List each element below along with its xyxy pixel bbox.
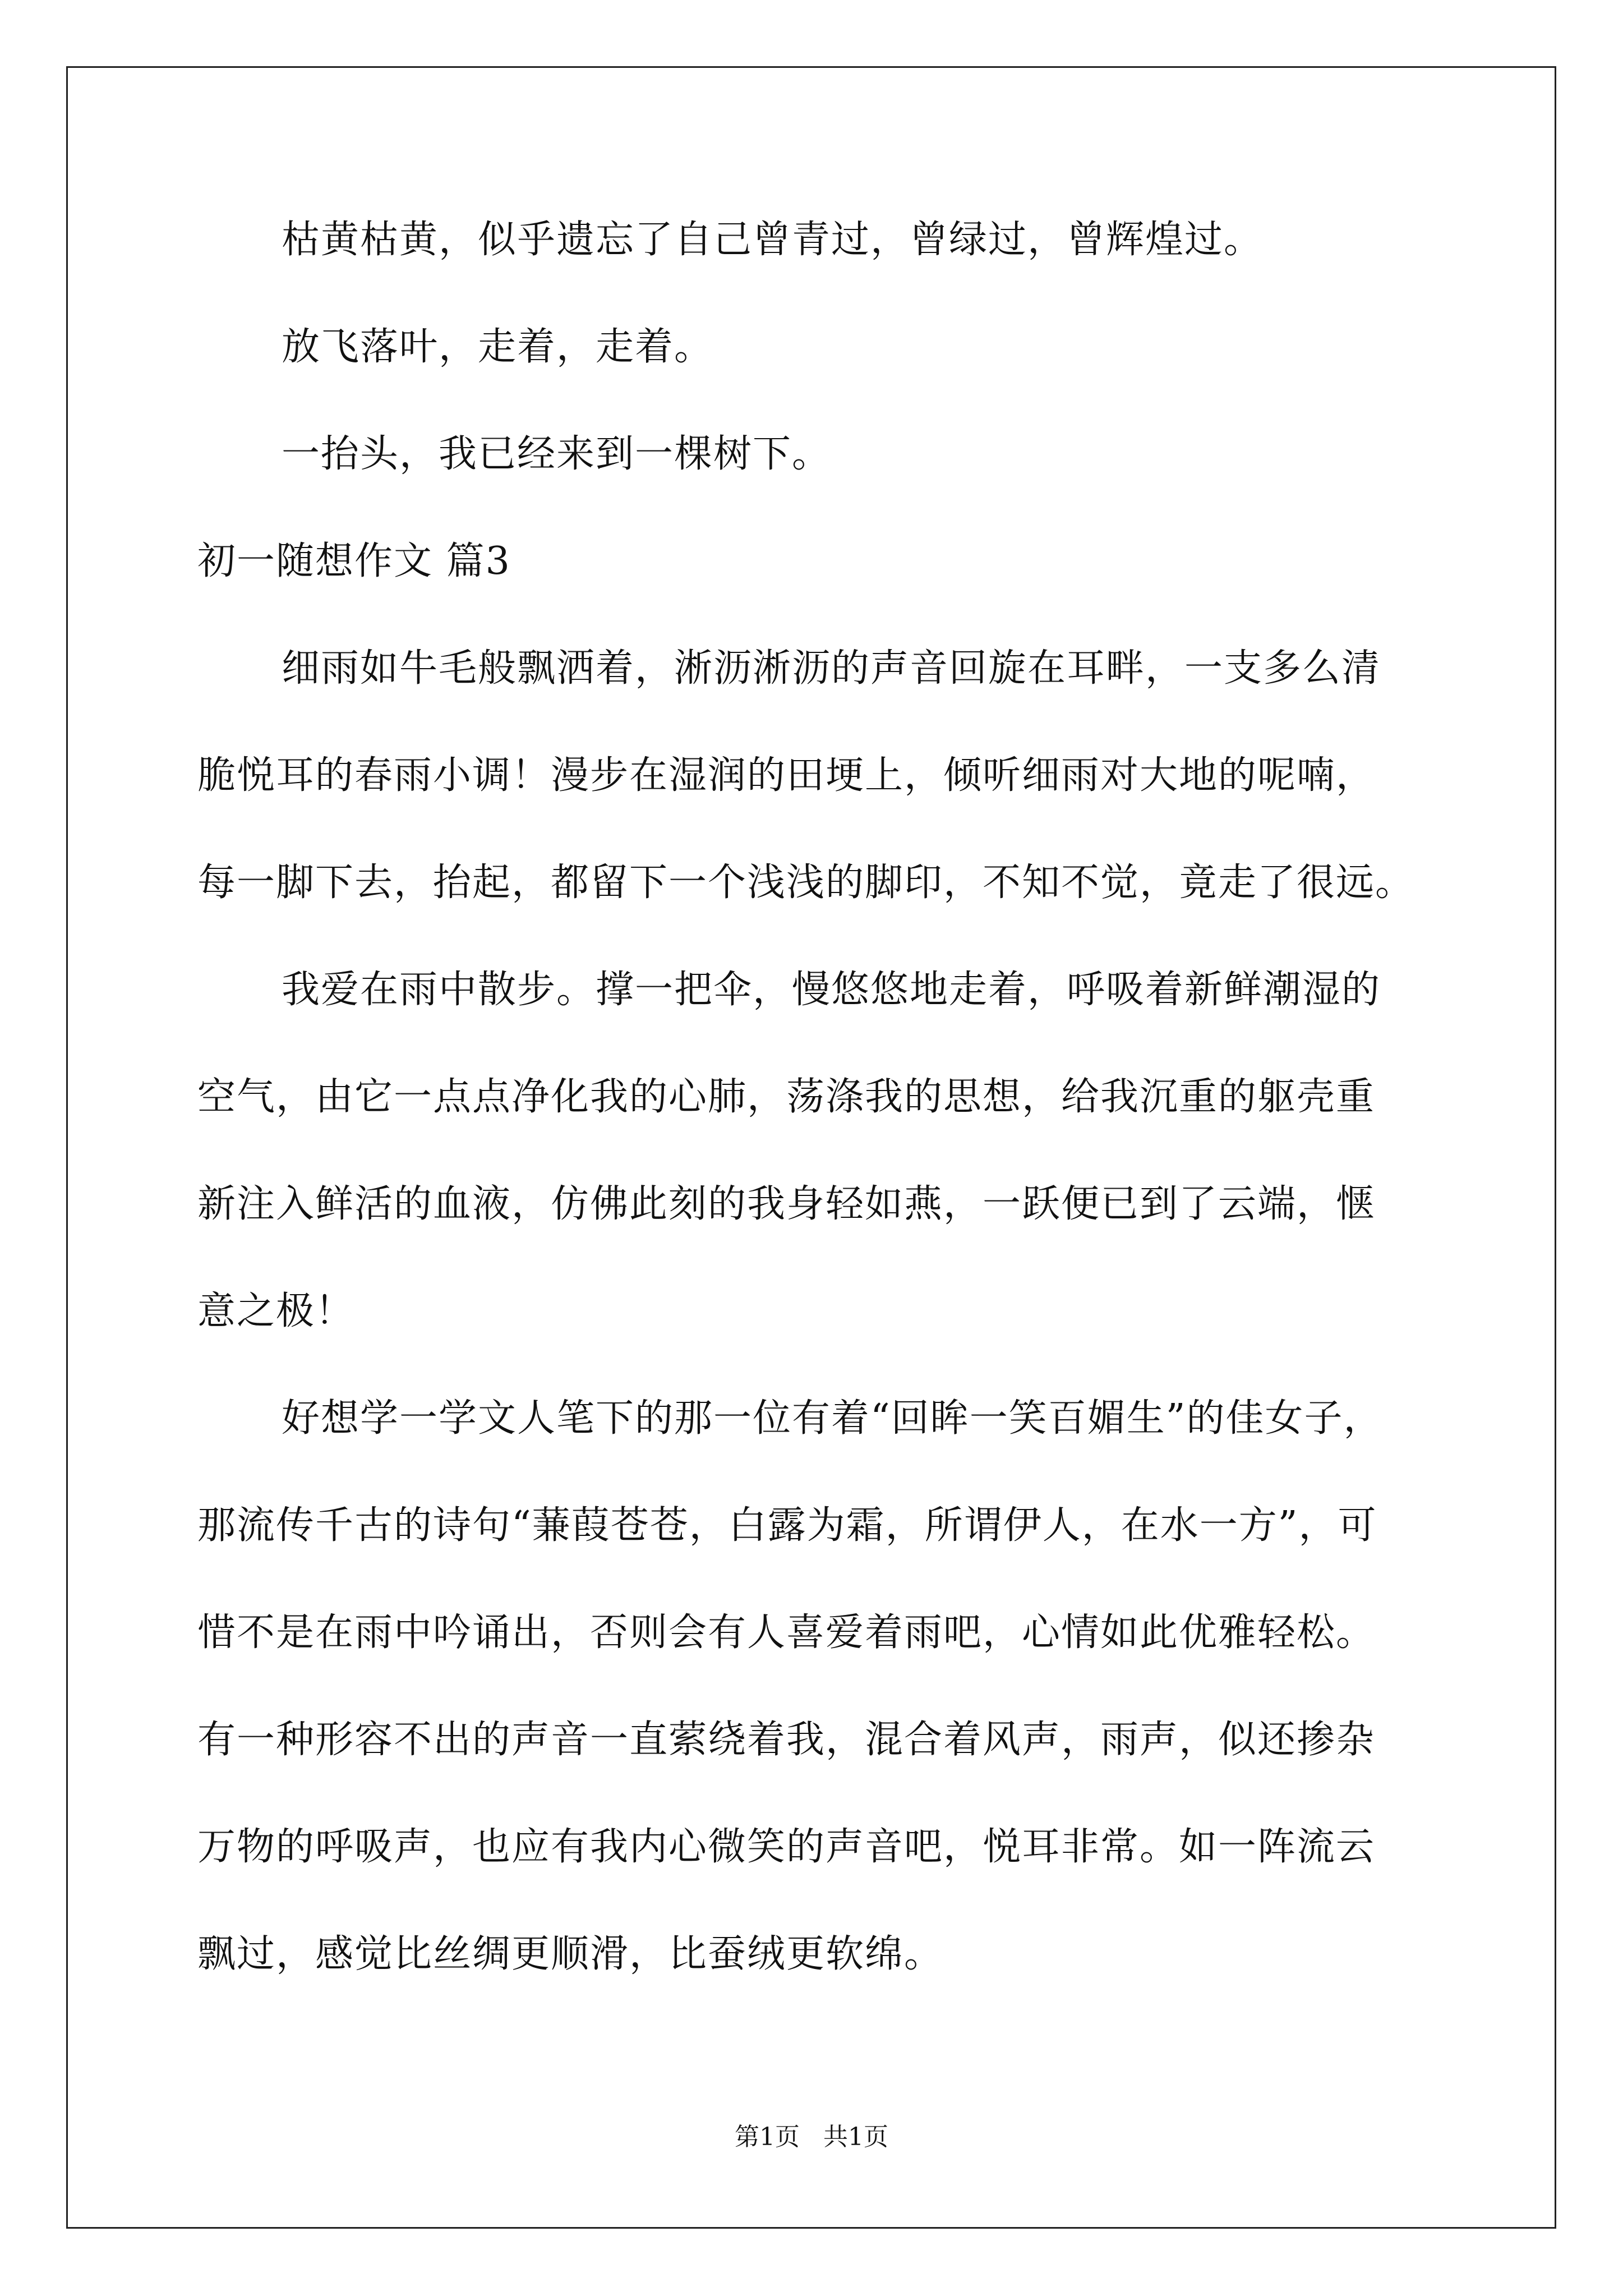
paragraph-line: 万物的呼吸声，也应有我内心微笑的声音吧，悦耳非常。如一阵流云 — [197, 1825, 1376, 1869]
paragraph-line: 好想学一学文人笔下的那一位有着“回眸一笑百媚生”的佳女子， — [282, 1396, 1383, 1441]
paragraph-line: 一抬头，我已经来到一棵树下。 — [282, 432, 832, 476]
paragraph-line: 惜不是在雨中吟诵出，否则会有人喜爱着雨吧，心情如此优雅轻松。 — [197, 1611, 1376, 1655]
paragraph-line: 我爱在雨中散步。撑一把伞，慢悠悠地走着，呼吸着新鲜潮湿的 — [282, 968, 1381, 1012]
paragraph-line: 每一脚下去，抬起，都留下一个浅浅的脚印，不知不觉，竟走了很远。 — [197, 861, 1415, 905]
paragraph-line: 放飞落叶，走着，走着。 — [282, 325, 714, 369]
paragraph-line: 细雨如牛毛般飘洒着，淅沥淅沥的声音回旋在耳畔，一支多么清 — [282, 646, 1381, 691]
paragraph-line: 新注入鲜活的血液，仿佛此刻的我身轻如燕，一跃便已到了云端，惬 — [197, 1182, 1376, 1226]
paragraph-line: 有一种形容不出的声音一直萦绕着我，混合着风声，雨声，似还掺杂 — [197, 1718, 1376, 1762]
paragraph-line: 枯黄枯黄，似乎遗忘了自己曾青过，曾绿过，曾辉煌过。 — [282, 218, 1264, 262]
paragraph-line: 飘过，感觉比丝绸更顺滑，比蚕绒更软绵。 — [197, 1932, 944, 1976]
paragraph-line: 脆悦耳的春雨小调！漫步在湿润的田埂上，倾听细雨对大地的呢喃， — [197, 753, 1376, 798]
section-heading: 初一随想作文 篇3 — [197, 539, 511, 583]
paragraph-line: 空气，由它一点点净化我的心肺，荡涤我的思想，给我沉重的躯壳重 — [197, 1075, 1376, 1119]
document-body — [197, 213, 1431, 1981]
paragraph-line: 那流传千古的诗句“蒹葭苍苍，白露为霜，所谓伊人，在水一方”，可 — [197, 1503, 1377, 1548]
page-footer: 第1页 共1页 — [735, 2123, 888, 2151]
paragraph-line: 意之极！ — [197, 1289, 355, 1333]
